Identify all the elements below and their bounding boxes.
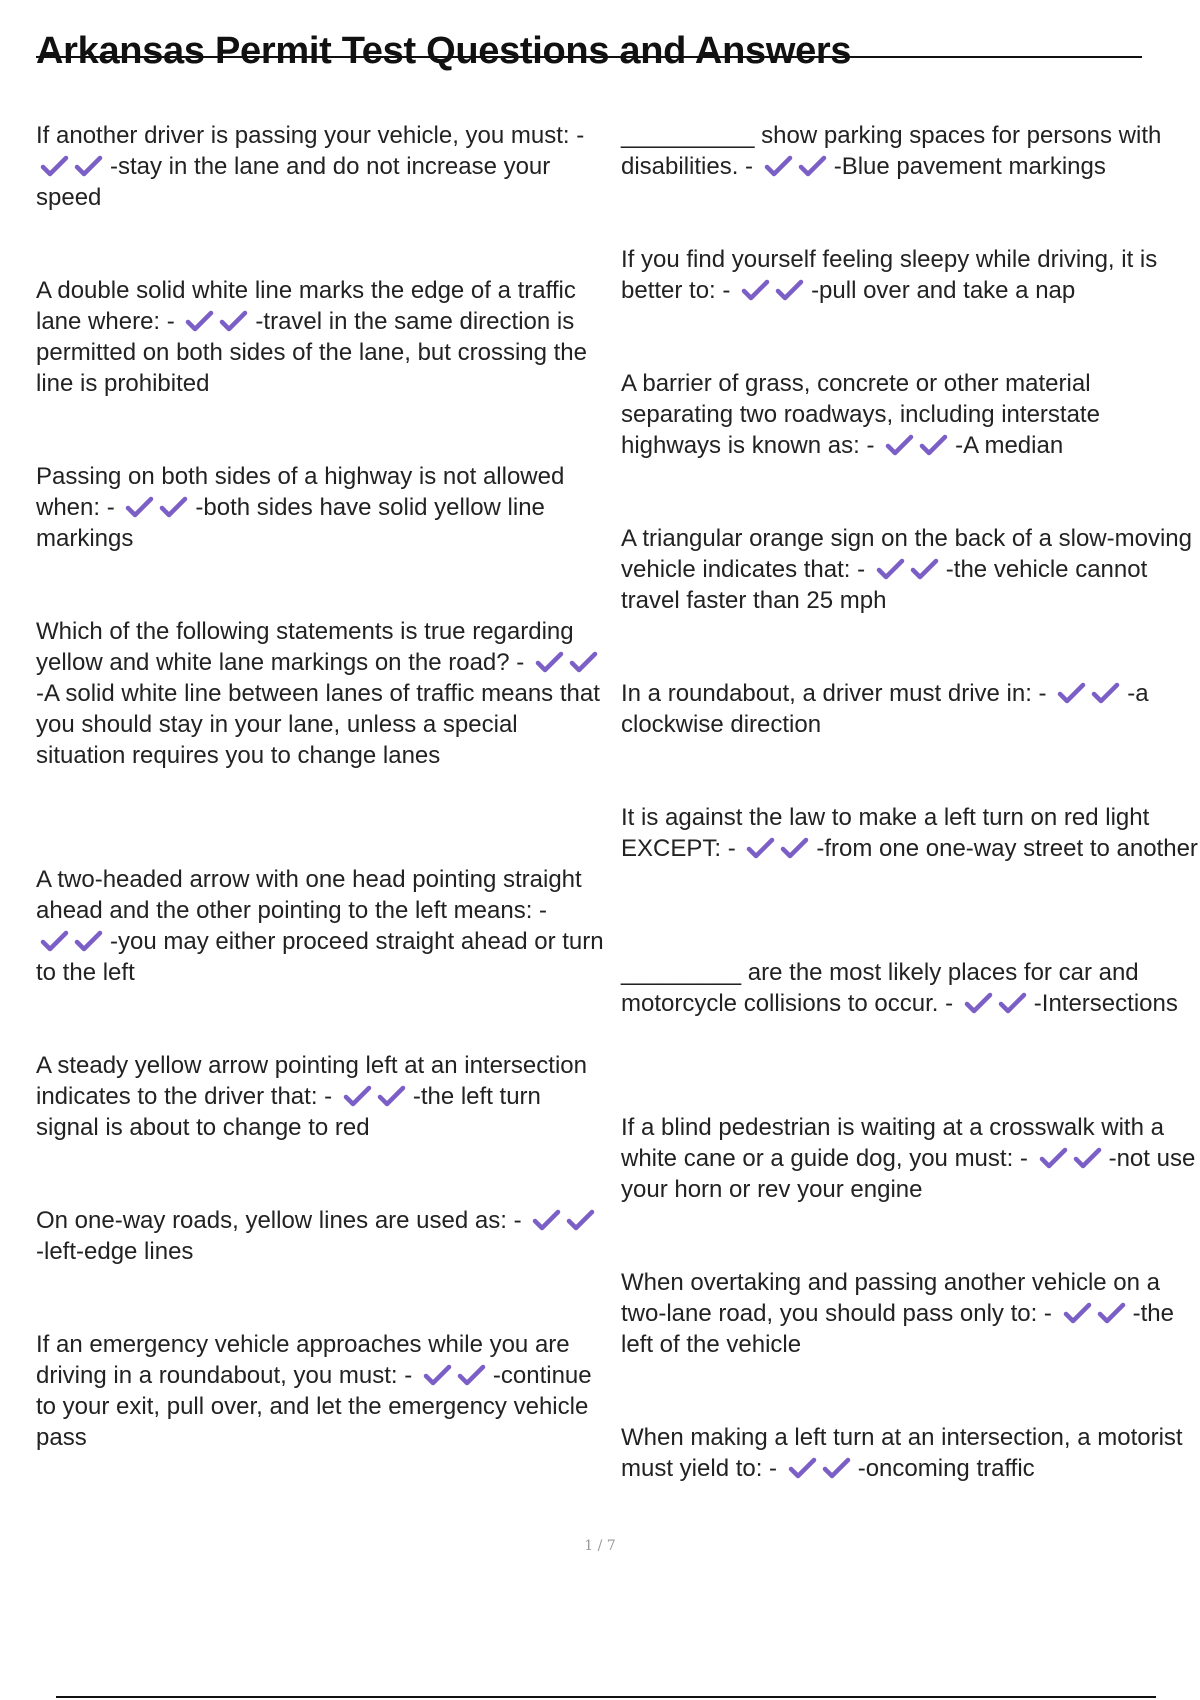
answer-text: -pull over and take a nap — [811, 277, 1076, 304]
answer-text: -A median — [955, 432, 1064, 459]
answer-text: -stay in the lane and do not increase your speed — [36, 153, 551, 211]
qa-item — [36, 461, 608, 554]
answer-text: -from one one-way street to another — [816, 835, 1198, 862]
double-checkmark-icon — [744, 837, 814, 859]
page-number: 1 / 7 — [584, 1538, 616, 1554]
double-checkmark-icon — [786, 1457, 856, 1479]
answer-text: -the left turn signal is about to change to red — [36, 1083, 541, 1141]
qa-item — [36, 120, 608, 213]
question-text: Which of the following statements is true regarding yellow and white lane markings on the road? - — [36, 618, 574, 676]
answer-text: -travel in the same direction is permitted on both sides of the lane, but crossing the line is prohibited — [36, 308, 588, 397]
question-text: A barrier of grass, concrete or other material separating two roadways, including interstate highways is known as: - — [621, 370, 1100, 459]
question-text: A triangular orange sign on the back of a slow-moving vehicle indicates that: - — [621, 525, 1192, 583]
qa-item — [621, 1422, 1200, 1484]
title-strike-line — [36, 56, 1142, 58]
double-checkmark-icon — [762, 155, 832, 177]
double-checkmark-icon — [530, 1209, 600, 1231]
question-text: If an emergency vehicle approaches while you are driving in a roundabout, you must: - — [36, 1331, 570, 1389]
qa-item — [36, 1205, 608, 1267]
qa-item — [621, 368, 1200, 461]
answer-text: -oncoming traffic — [857, 1455, 1035, 1482]
double-checkmark-icon — [183, 310, 253, 332]
question-text: If another driver is passing your vehicle, you must: - — [36, 122, 585, 149]
question-text: If a blind pedestrian is waiting at a crosswalk with a white cane or a guide dog, you must: - — [621, 1114, 1164, 1172]
answer-text: -left-edge lines — [36, 1238, 194, 1265]
question-text: When making a left turn at an intersection, a motorist must yield to: - — [621, 1424, 1183, 1482]
double-checkmark-icon — [883, 434, 953, 456]
qa-item — [36, 1050, 608, 1143]
question-text: A two-headed arrow with one head pointing straight ahead and the other pointing to the left means: - — [36, 866, 582, 924]
question-text: If you find yourself feeling sleepy while driving, it is better to: - — [621, 246, 1158, 304]
question-text: Passing on both sides of a highway is not allowed when: - — [36, 463, 565, 521]
double-checkmark-icon — [341, 1085, 411, 1107]
answer-text: -both sides have solid yellow line markings — [36, 494, 545, 552]
answer-text: -a clockwise direction — [621, 680, 1149, 738]
answer-text: -A solid white line between lanes of traffic means that you should stay in your lane, unless a special situation requires you to change lanes — [36, 680, 600, 769]
qa-item — [621, 1267, 1200, 1360]
double-checkmark-icon — [874, 558, 944, 580]
question-text: It is against the law to make a left turn on red light EXCEPT: - — [621, 804, 1150, 862]
answer-text: -Intersections — [1033, 990, 1178, 1017]
answer-text: -continue to your exit, pull over, and let the emergency vehicle pass — [36, 1362, 592, 1451]
double-checkmark-icon — [38, 930, 108, 952]
question-text: _________ are the most likely places for car and motorcycle collisions to occur. - — [621, 959, 1139, 1017]
page-title: Arkansas Permit Test Questions and Answers — [36, 30, 852, 72]
qa-item — [36, 864, 608, 988]
question-text: A double solid white line marks the edge of a traffic lane where: - — [36, 277, 576, 335]
qa-item — [621, 1112, 1200, 1205]
bottom-divider — [56, 1696, 1156, 1698]
double-checkmark-icon — [1037, 1147, 1107, 1169]
qa-item — [621, 802, 1200, 864]
question-text: A steady yellow arrow pointing left at an intersection indicates to the driver that: - — [36, 1052, 587, 1110]
qa-item — [36, 616, 608, 771]
double-checkmark-icon — [38, 155, 108, 177]
double-checkmark-icon — [962, 992, 1032, 1014]
qa-item — [36, 1329, 608, 1453]
qa-item — [621, 523, 1200, 616]
question-text: __________ show parking spaces for persons with disabilities. - — [621, 122, 1162, 180]
qa-item — [621, 244, 1200, 306]
question-text: On one-way roads, yellow lines are used as: - — [36, 1207, 522, 1234]
answer-text: -not use your horn or rev your engine — [621, 1145, 1196, 1203]
answer-text: -Blue pavement markings — [833, 153, 1106, 180]
qa-item — [621, 678, 1200, 740]
answer-text: -the left of the vehicle — [621, 1300, 1174, 1358]
qa-item — [621, 120, 1200, 182]
double-checkmark-icon — [1061, 1302, 1131, 1324]
answer-text: -you may either proceed straight ahead or turn to the left — [36, 928, 604, 986]
double-checkmark-icon — [533, 651, 603, 673]
question-text: In a roundabout, a driver must drive in: - — [621, 680, 1047, 707]
question-text: When overtaking and passing another vehicle on a two-lane road, you should pass only to: - — [621, 1269, 1161, 1327]
double-checkmark-icon — [421, 1364, 491, 1386]
double-checkmark-icon — [123, 496, 193, 518]
answer-text: -the vehicle cannot travel faster than 25 mph — [621, 556, 1148, 614]
double-checkmark-icon — [1055, 682, 1125, 704]
qa-item — [36, 275, 608, 399]
double-checkmark-icon — [739, 279, 809, 301]
qa-item — [621, 957, 1200, 1019]
